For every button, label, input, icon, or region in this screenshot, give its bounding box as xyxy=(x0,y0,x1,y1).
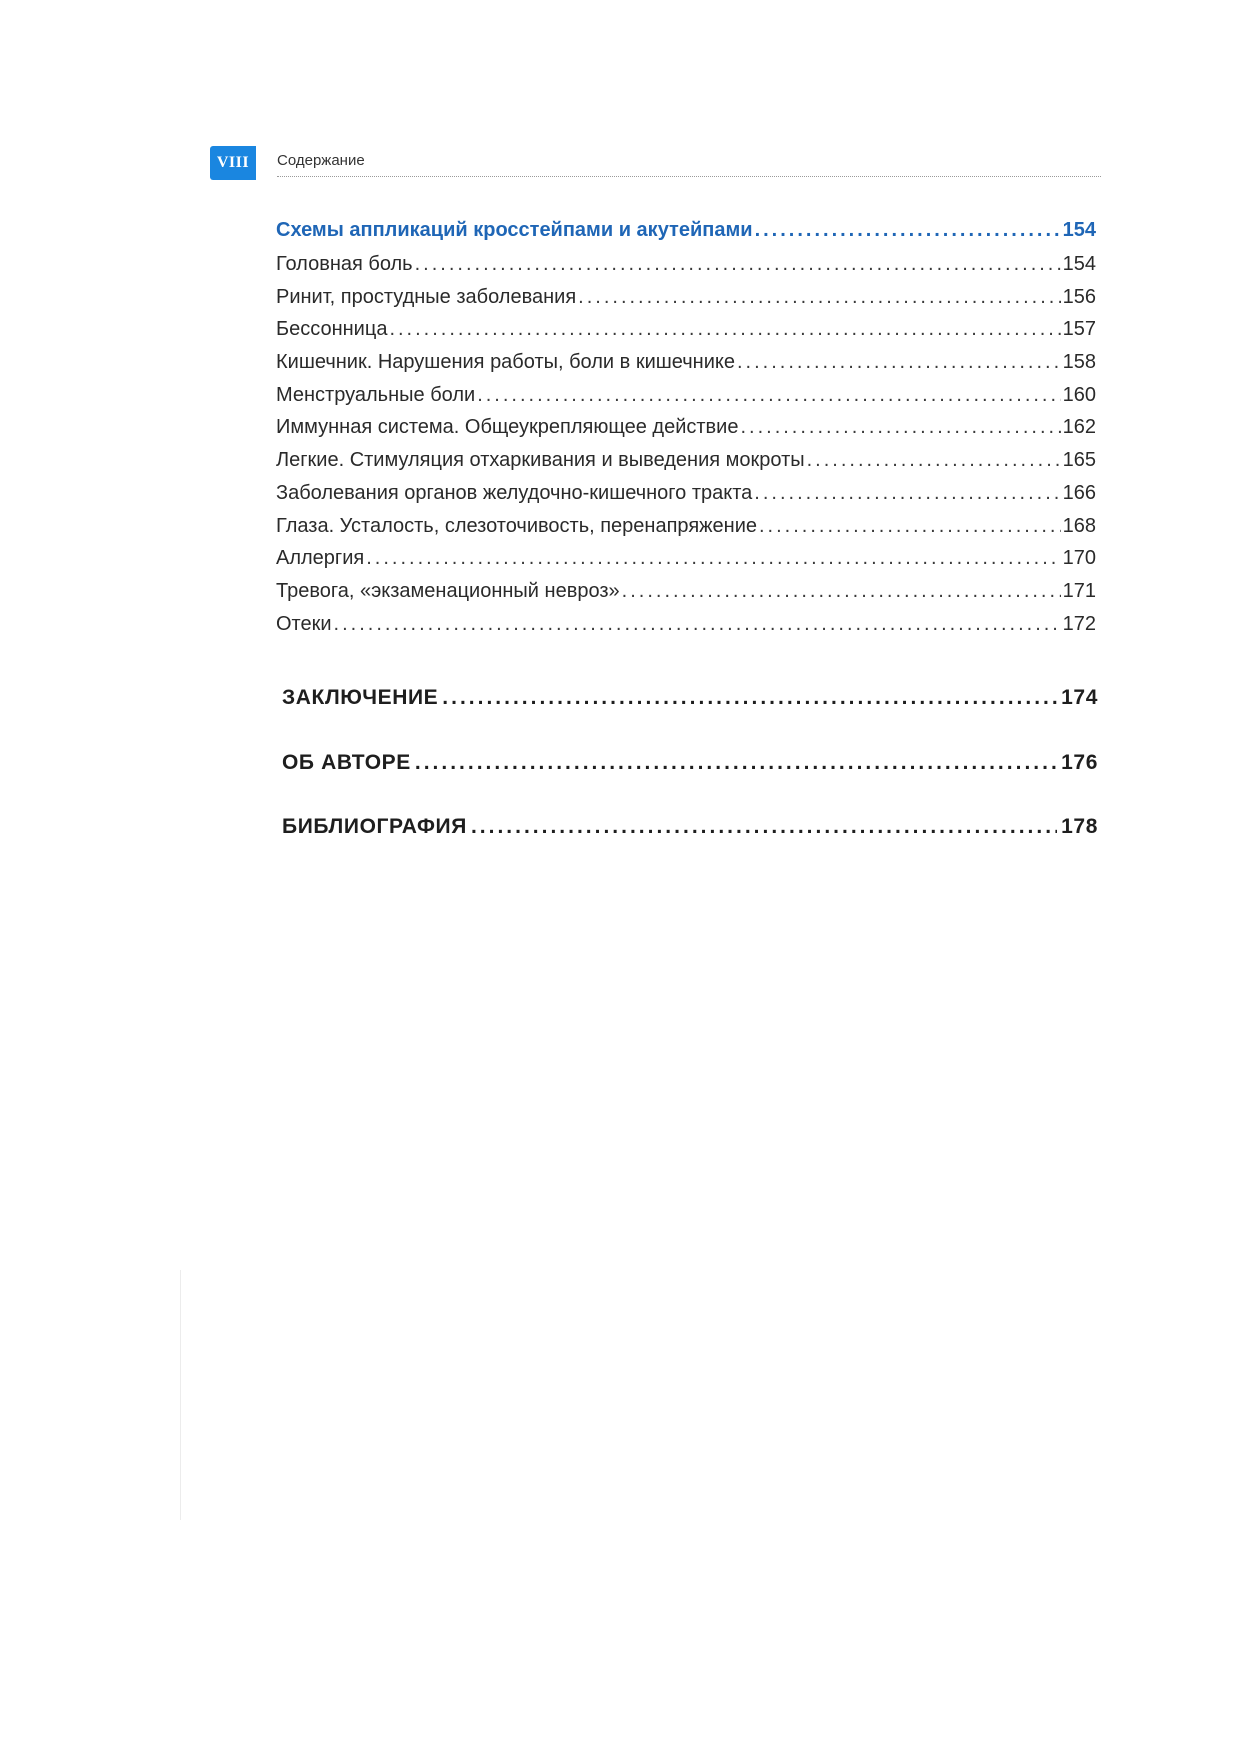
toc-chapter-bibliography[interactable] xyxy=(282,815,1098,880)
toc-entry-page: 170 xyxy=(1062,547,1096,570)
toc-section-heading[interactable] xyxy=(276,218,1096,252)
toc-entry-title: Легкие. Стимуляция отхаркивания и выведения мокроты xyxy=(276,449,805,472)
dot-leader xyxy=(578,285,1060,309)
toc-entry-title: Ринит, простудные заболевания xyxy=(276,285,577,308)
toc-entry[interactable] xyxy=(276,383,1096,416)
dot-leader xyxy=(415,751,1057,775)
toc-entry-title: Иммунная система. Общеукрепляющее действие xyxy=(276,416,739,439)
toc-entry[interactable] xyxy=(276,579,1096,612)
toc-entry[interactable] xyxy=(276,612,1096,645)
toc-entry[interactable] xyxy=(276,415,1096,448)
toc-entry[interactable] xyxy=(276,350,1096,383)
toc-entry[interactable] xyxy=(276,252,1096,285)
toc-entry-title: Бессонница xyxy=(276,318,388,341)
toc-chapter-conclusion[interactable] xyxy=(282,686,1098,751)
dot-leader xyxy=(389,317,1060,341)
toc-entry-title: Кишечник. Нарушения работы, боли в кишечнике xyxy=(276,351,735,374)
toc-entry-page: 162 xyxy=(1062,416,1096,439)
dot-leader xyxy=(807,448,1061,472)
toc-entry[interactable] xyxy=(276,514,1096,547)
toc-chapter-page: 176 xyxy=(1061,750,1098,774)
dot-leader xyxy=(622,579,1061,603)
toc-chapters xyxy=(282,686,1098,880)
toc-chapter-title: БИБЛИОГРАФИЯ xyxy=(282,815,467,838)
table-of-contents xyxy=(276,218,1096,644)
toc-entry-title: Тревога, «экзаменационный невроз» xyxy=(276,579,620,602)
toc-entry-page: 172 xyxy=(1062,612,1096,635)
toc-entry-page: 158 xyxy=(1062,351,1096,374)
toc-section-title: Схемы аппликаций кросстейпами и акутейпами xyxy=(276,219,753,241)
toc-entry-title: Менструальные боли xyxy=(276,383,476,406)
toc-chapter-page: 174 xyxy=(1061,686,1098,709)
toc-entry-page: 166 xyxy=(1062,481,1096,504)
dot-leader xyxy=(477,383,1060,407)
toc-chapter-page: 178 xyxy=(1061,815,1098,838)
toc-entry-title: Аллергия xyxy=(276,547,365,570)
toc-entry-title: Глаза. Усталость, слезоточивость, перенапряжение xyxy=(276,514,757,537)
toc-entry-page: 171 xyxy=(1062,579,1096,602)
toc-section-page: 154 xyxy=(1062,219,1096,241)
running-header-title: Содержание xyxy=(277,152,365,169)
dot-leader xyxy=(759,514,1061,538)
dot-leader xyxy=(334,612,1061,636)
toc-entry-page: 168 xyxy=(1062,514,1096,537)
dot-leader xyxy=(740,415,1060,439)
page-number-badge: VIII xyxy=(210,146,256,180)
toc-entry[interactable] xyxy=(276,481,1096,514)
toc-chapter-title: ОБ АВТОРЕ xyxy=(282,750,411,774)
dot-leader xyxy=(754,481,1060,505)
toc-chapter-title: ЗАКЛЮЧЕНИЕ xyxy=(282,686,439,709)
dot-leader xyxy=(442,686,1057,710)
dot-leader xyxy=(755,218,1061,242)
toc-entry-page: 165 xyxy=(1062,449,1096,472)
toc-entry-title: Головная боль xyxy=(276,253,413,275)
toc-entry[interactable] xyxy=(276,546,1096,579)
toc-entry-title: Заболевания органов желудочно-кишечного тракта xyxy=(276,481,753,504)
toc-entry[interactable] xyxy=(276,317,1096,350)
header-dotted-rule xyxy=(277,176,1101,177)
dot-leader xyxy=(415,252,1061,276)
dot-leader xyxy=(366,546,1060,570)
toc-chapter-about-author[interactable] xyxy=(282,751,1098,816)
toc-entry-page: 157 xyxy=(1062,318,1096,341)
toc-entry-page: 156 xyxy=(1062,285,1096,308)
toc-entry[interactable] xyxy=(276,285,1096,318)
toc-entry-page: 160 xyxy=(1062,383,1096,406)
toc-entry-title: Отеки xyxy=(276,612,332,635)
toc-entry[interactable] xyxy=(276,448,1096,481)
dot-leader xyxy=(471,815,1057,839)
dot-leader xyxy=(737,350,1061,374)
scan-artifact-line xyxy=(180,1270,181,1520)
toc-entry-page: 154 xyxy=(1062,253,1096,275)
